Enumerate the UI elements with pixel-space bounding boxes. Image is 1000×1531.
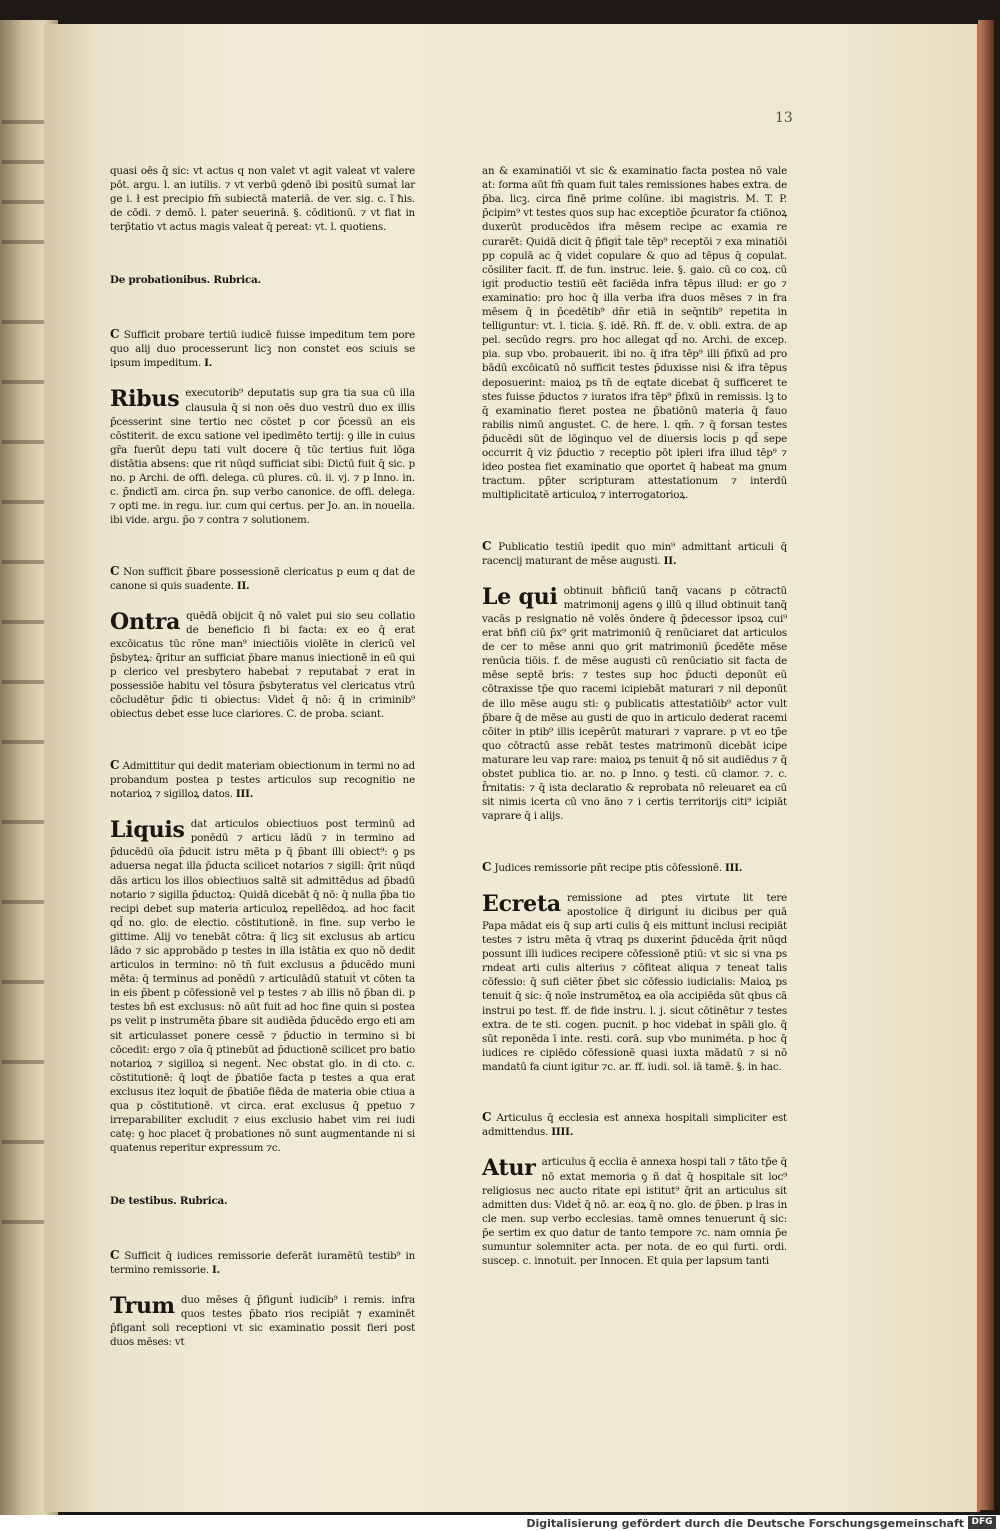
opening-word: Le qui <box>482 583 558 610</box>
left-column <box>110 150 415 1364</box>
pilcrow-marker: C <box>482 1110 492 1125</box>
left-paragraph-2: Ontra quēdā obijcit q̄ nō valet pui sio seu collatio de beneficio fi bi facta: ex eo q̄ erat excōicatus tūc rōne man⁹ iniectiōis violēte in clericū vel p̄sbyteꝝ: q̄ritur an sufficiat p̄bare manus iniectionē in eū qui p clerico vel presbytero habebaṫ ⁊ reputabaṫ ⁊ erat in possessiōe habitu vel tōsura p̄sbyteratus vel clericatus vtrū cōcludētur p̄dic ti obiectus: Videṫ q̄ nō: q̄ in criminib⁹ obiectus debet esse luce clariores. C. de proba. sciant. <box>110 608 415 721</box>
right-opening-text: an & examinatiōi vt sic & examinatio facta postea nō vale at: forma aūt fm̄ quam fuit tales remissiones habes extra. de p̄ba. licꝫ. circa finē prime colūne. ibi magistris. M. T. P. p̄cipim⁹ vt testes quos sup hac exceptiōe p̄curator fa ctiōnoꝝ duxerūt producēdos ifra mēsem recipe ac examia re curarēt: Quidā dicit q̄ p̄figiṫ tale tēp⁹ receptōi ⁊ exa minatiōi pp copulā ac q̄ videṫ copulare & quo ad tēpus q̄ copulat. cōsiliter facit. ff. de fun. instruc. leie. §. gaio. cū co coꝝ. cū igiṫ productio testiū eēt faciēda infra tēpus illud: er go ⁊ examinatio: pro hoc q̄ illa verba ifra duos mēses ⁊ in fra mēsem q̄ in p̄cedētib⁹ dn̄r etiā in seq̄ntib⁹ repetita in telliguntur: vt. l. ticia. §. idē. Rn̄. ff. de. v. obli. extra. de ap pel. secūdo regrs. pro hoc allegat qd̄ no. Archi. de excep. pia. sup vbo. probauerit. ibi no. q̄ ifra tēp⁹ illi p̄fixū ad pro bādū excōicatū nō sufficit testes p̄duxisse nisi & ifra tēpus deposuerint: maioꝝ ps tn̄ de eqtate dicebat q̄ sufficeret te stes fuisse p̄ductos ⁊ iuratos ifra tēp⁹ p̄fixū in remissis. lꝫ to q̄ examinatio fieret postea ne p̄batiōnū materia q̄ fauo rabilis nimū angustet. C. de here. l. qm̄. ⁊ q̄ forsan testes p̄ducēdi sūt de lōginquo vel de diuersis locis p qd̄ sepe occurrit q̄ viz p̄ductio ⁊ receptio pōt ipleri ifra illud tēp⁹ ⁊ ideo postea fiet examinatio que oportet q̄ habeat ma gnum tractum. pp̄ter scripturam attestationum ⁊ interdū multiplicitatē articuloꝝ ⁊ interrogatorioꝝ. <box>482 165 787 502</box>
left-paragraph-1: Ribus executorib⁹ deputatis sup gra tia sua cū illa clausula q̄ si non oēs duo vestrū duo ex illis p̄cesserint sine tertio nec cōstet p cor p̄cessū an eis cōstiterit. de excu satione vel ipedimēto tertij: ꝯ ille in cuius gr̄a fuerūt depu tati vult docere q̄ tūc tertius fuit lōga distātia absens: que rit nūqd sufficiat sibi: Dictū fuit q̄ sic. p no. p Archi. de offi. delega. cū plures. cū. ii. vj. ⁊ p Inno. in. c. p̄ndictī am. circa p̄n. sup verbo canonice. de offi. delega. ⁊ opti me. in regu. iur. cum qui certus. per Jo. an. in nouella. ibi vide. argu. p̄o ⁊ contra ⁊ solutionem. <box>110 386 415 527</box>
right-summary-1: C Publicatio testiū ipedit quo min⁹ admittanṫ articuli q̄ racencij maturant de mēse augusti. II. <box>482 538 788 567</box>
digitization-credit: Digitalisierung gefördert durch die Deutsche Forschungsgemeinschaft <box>526 1517 964 1530</box>
summary-numeral: I. <box>212 1263 221 1276</box>
right-summary-3: C Articulus q̄ ecclesia est annexa hospitali simpliciter est admittendus. IIII. <box>482 1110 787 1139</box>
left-opening-text: quasi oēs q̄ sic: vt actus q non valet vt agit valeat vt valere pōt. argu. l. an iutilis. ⁊ vt verbū ꝯdenō ibi positū sumaṫ lar ge i. ł est precipio fm̄ subiectā materiā. de ver. sig. c. ĩ ħis. de cōdi. ⁊ demō. l. pater seuerinā. §. cōditionū. ⁊ vt fiat in terp̄tatio vt actus magis valeat q̄ pereat: vt. l. quotiens. <box>110 165 415 234</box>
rubric-de-probationibus: De probationibus. Rubrica. <box>110 273 261 286</box>
opening-word: Ribus <box>110 386 180 413</box>
left-summary-1: C Sufficit probare tertiū iudicē fuisse impeditum tem pore quo alij duo processerunt licꝫ non constet eos sciuis se ipsum impeditum. I. <box>110 327 416 370</box>
summary-numeral: IIII. <box>551 1126 574 1139</box>
opening-word: Ecreta <box>482 890 561 917</box>
pilcrow-marker: C <box>482 538 492 553</box>
pilcrow-marker: C <box>110 1247 120 1262</box>
opening-word: Trum <box>110 1293 175 1320</box>
left-paragraph-4: Trum duo mēses q̄ p̄figunṫ iudicib⁹ i remis. infra quos testes p̄bato rios recipiāt ⁊ examinēt p̄figanṫ soli receptioni vt sic examinatio possit fieri post duos mēses: vt <box>110 1293 415 1349</box>
dfg-logo: DFG <box>968 1516 996 1529</box>
pilcrow-marker: C <box>482 859 492 874</box>
left-paragraph-3: Liquis dat articulos obiectiuos post terminū ad ponēdū ⁊ articu lādū ⁊ in termino ad p̄ducēdū oīa p̄ducit istru mēta p q̄ p̄bant illi obiect⁹: ꝯ ps aduersa negat illa p̄ducta scilicet notarios ⁊ sigill: q̄rit nūqd dās articu los illos obiectiuos saltē sit admittēdus ad p̄badū notario ⁊ sigilla p̄ductoꝝ: Quidā dicebāt q̄ nō: q̄ nulla p̄ba tio recipi debet sup materia articuloꝝ repellēdoꝝ. ad hoc facit qd̄ no. glo. de electio. cōstitutionē. in fine. sup verbo le gittime. Alij vo tenebāt cōtra: q̄ licꝫ sit exclusus ab articu lādo ⁊ sic approbādo p testes in illa istātia ex quo nō dedit articulos in termino: nō tn̄ fuit exclusus a p̄ducēdo muni mēta: q̄ terminus ad ponēdū ⁊ articulādū statuiṫ vt cōten ta in eis p̄bent p cōfessionē vel p testes ⁊ ab illis nō p̄ban di. p testes bn̄ est exclusus: nō aūt fuit ad hoc fine quin si postea ps velit p instrumēta p̄bare sit audiēda p̄ducēdo ergo eti am sit articulasset ponere cessē ⁊ p̄ductio in termino si bi cōcedit: ergo ⁊ oīa q̄ ptinebūt ad p̄ductionē scilicet pro batio notarioꝝ ⁊ sigilloꝝ si negenṫ. Nec obstat glo. in di cto. c. cōstitutionē: q̄ loqṫ de p̄batiōe facta p testes a qua erat exclusus itez loquiṫ de p̄batiōe fiēda de materia obie ctiua a qua p cōstitutionē. vt circa. erat exclusus q̄ ppetuo ⁊ irreparabiliter excludit ⁊ eius exclusio habet vim rei iudi catę: ꝯ hoc placet q̄ probationes nō sunt augmentande ni si quatenus reperitur expressum ⁊c. <box>110 817 415 1155</box>
pilcrow-marker: C <box>110 757 120 772</box>
right-paragraph-2: Ecreta remissione ad ptes virtute lit tere apostolice q̄ dirigunṫ iu dicibus per quā Papa mādat eis q̄ sup arti culis q̄ eis mittunṫ inclusi recipiāt testes ⁊ istru mēta q̄ vtraq ps duxerint p̄ducēda q̄rit nūqd possunt illi iudices recipere cōfessionē ptiū: vt sic si vna ps rndeat arti culis alterius ⁊ cōfiteat aliqua ⁊ teneat talis cōfessio: q̄ sufi ciēter p̄bet sic cōfessio iudicialis: Maioꝝ ps tenuit q̄ sic: q̄ noīe instrumētoꝝ ea oīa accipiēda sūt qbus cā instrui po test. ff. de fide instru. l. j. sicut cōtinētur ⁊ testes extra. de te sti. cogen. pucnit. p hoc videbaṫ in spāli glo. q̄ sūt reponēda ī inte. resti. corā. sup vbo muniméta. p hoc q̄ iudices re cipiēdo cōfessionē quasi iuxta mādatū ⁊ si nō mandatū fa ciunt igitur ⁊c. ar. ff. iudi. sol. iā tamē. §. in hac. <box>482 890 787 1073</box>
pilcrow-marker: C <box>110 327 120 342</box>
summary-numeral: III. <box>724 861 743 874</box>
summary-numeral: I. <box>204 357 213 370</box>
left-summary-4: C Sufficit q̄ iudices remissorie deferāt iuramētū testib⁹ in termino remissorie. I. <box>110 1247 416 1276</box>
left-summary-3: C Admittitur qui dedit materiam obiectionum in termi no ad probandum postea p testes articulos sup recognitio ne notarioꝝ ⁊ sigilloꝝ datos. III. <box>110 757 416 800</box>
opening-word: Liquis <box>110 817 185 844</box>
right-paragraph-1: Le qui obtinuit bn̄ficiū tanq̄ vacans p cōtractū matrimonij agens ꝯ illū q illud obtinuit tanq̄ vacās p resignatio nē volēs ōndere q̄ p̄decessor ipsoꝝ cui⁹ erat bn̄fi ciū p̄x⁹ ꝯrit matrimoniū q̄ renūciaret dat articulos de cer to mēse anni quo ꝯrit matrimoniū p̄cedēte mēse renūcia tiōis. f. de mēse augusti cū renūciatio sit facta de mēse septē bris: ⁊ testes sup hoc p̄ducti deponūt eū cōtraxisse tp̄e quo racemi icipiebāt maturari ⁊ nil deponūt de illo mēse augu sti: ꝯ publicatis attestatiōib⁹ actor vult p̄bare q̄ de mēse au gusti de quo in articulo dederat racemi cōiter in ptib⁹ illis icepērūt maturari ⁊ vaprare. p vt eo tp̄e quo cōtractū asse rebāt testes matrimonū dicebāt icipe maturare leu vap rare: maioꝝ ps tenuit q̄ nō sit audiēdus ⁊ q̄ obstet publica tio. ar. no. p Inno. ꝯ testi. cū clamor. ⁊. c. f̄rnitatis: ⁊ q̄ ista declaratio & reprobata nō releuaret ea cū sit nimis icerta cū vno āno ⁊ i certis territorijs citi⁹ icipiāt vaprare q̄ i alijs. <box>482 583 787 823</box>
folio-number: 13 <box>775 110 793 126</box>
left-summary-2: C Non sufficit p̄bare possessionē clericatus p eum q dat de canone si quis suadente. II. <box>110 563 415 592</box>
opening-word: Ontra <box>110 608 181 635</box>
summary-numeral: III. <box>235 787 254 800</box>
summary-numeral: II. <box>663 554 677 567</box>
opening-word: Atur <box>482 1155 536 1182</box>
summary-numeral: II. <box>236 579 250 592</box>
rubric-de-testibus: De testibus. Rubrica. <box>110 1194 228 1207</box>
right-paragraph-3: Atur articulus q̄ ecclia ē annexa hospi tali ⁊ tāto tp̄e q̄ nō extat memoria ꝯ ñ daṫ q̄ hospitale sit loc⁹ religiosus nec aucto ritate epi istitut⁹ q̄rit an articulus sit admitten dus: Videṫ q̄ nō. ar. eoꝝ q̄ no. glo. de p̄ben. p lras in cle men. sup verbo ecclesias. tamē omnes tenuerunt q̄ sic: p̄e sertim ex quo datur de tanto tempore ⁊c. nam omnia p̄e sumuntur solemniter acta. per nota. de eo qui furti. ordi. suscep. c. innotuit. per Innocen. Et quia per lapsum tanti <box>482 1155 787 1268</box>
right-summary-2: C Judices remissorie pn̄t recipe ptis cōfessionē. III. <box>482 859 743 874</box>
pilcrow-marker: C <box>110 563 120 578</box>
book-cover-edge <box>978 20 994 1510</box>
right-column <box>482 150 787 1282</box>
